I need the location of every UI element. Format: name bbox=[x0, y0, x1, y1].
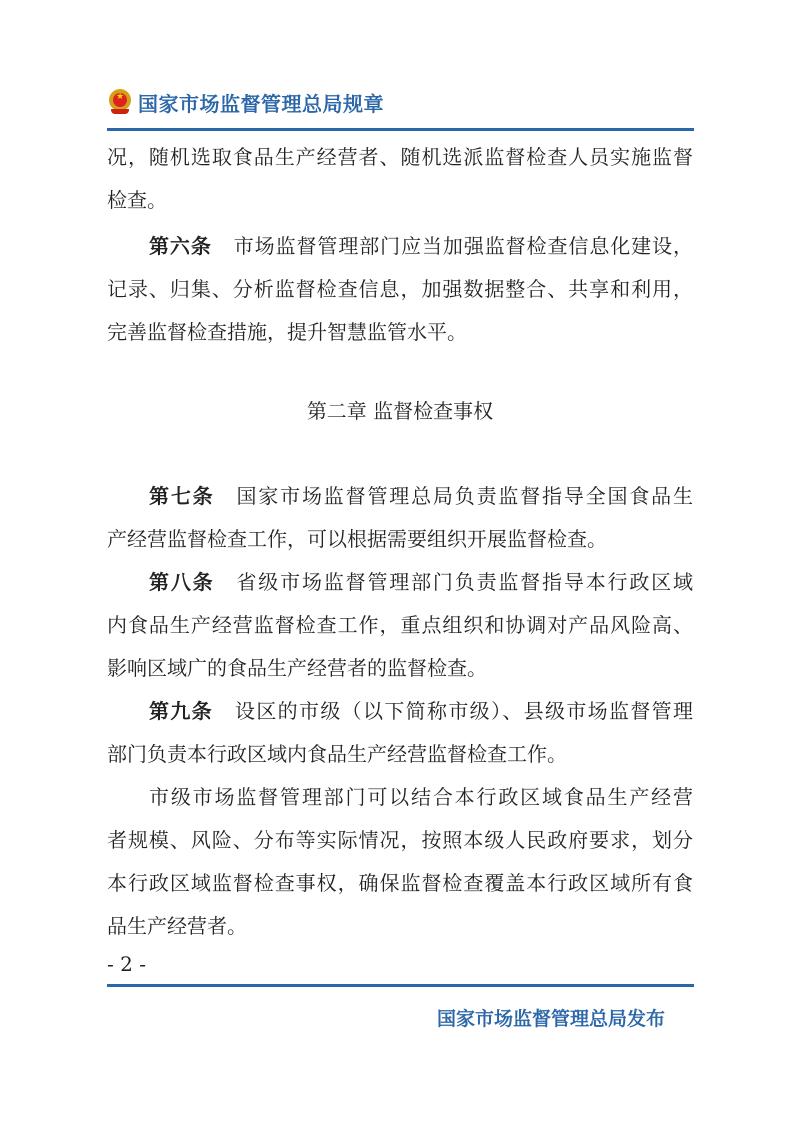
article-9-paragraph-2 bbox=[107, 776, 693, 948]
text-line: 省级市场监督管理部门负责监督指导本行政区域 bbox=[236, 570, 694, 594]
national-emblem-icon: ★ bbox=[108, 89, 132, 115]
article-label: 第六条 bbox=[149, 234, 212, 258]
text-line: 设区的市级（以下简称市级）、县级市场监督管理 bbox=[235, 699, 693, 723]
article-7 bbox=[107, 475, 693, 561]
document-header bbox=[108, 88, 384, 116]
footer-publisher: 国家市场监督管理总局发布 bbox=[436, 1008, 665, 1030]
text-line: 国家市场监督管理总局负责监督指导全国食品生 bbox=[236, 484, 694, 508]
chapter-heading: 第二章 监督检查事权 bbox=[306, 399, 494, 423]
article-label: 第八条 bbox=[149, 570, 215, 594]
page-number: - 2 - bbox=[107, 952, 146, 976]
text-line: 检查。 bbox=[107, 188, 167, 212]
header-divider bbox=[107, 128, 694, 131]
text-line: 内食品生产经营监督检查工作，重点组织和协调对产品风险高、 bbox=[107, 613, 693, 637]
text-line: 品生产经营者。 bbox=[107, 914, 247, 938]
text-line: 市场监督管理部门应当加强监督检查信息化建设， bbox=[233, 234, 693, 258]
text-line: 产经营监督检查工作，可以根据需要组织开展监督检查。 bbox=[107, 527, 607, 551]
text-line: 影响区域广的食品生产经营者的监督检查。 bbox=[107, 656, 487, 680]
text-line: 市级市场监督管理部门可以结合本行政区域食品生产经营 bbox=[149, 785, 693, 809]
text-line: 部门负责本行政区域内食品生产经营监督检查工作。 bbox=[107, 742, 567, 766]
article-6 bbox=[107, 225, 693, 354]
article-9 bbox=[107, 690, 693, 776]
article-label: 第九条 bbox=[149, 699, 213, 723]
text-line: 者规模、风险、分布等实际情况，按照本级人民政府要求，划分 bbox=[107, 828, 693, 852]
paragraph-continuation bbox=[107, 136, 693, 222]
text-line: 本行政区域监督检查事权，确保监督检查覆盖本行政区域所有食 bbox=[107, 871, 693, 895]
header-title: 国家市场监督管理总局规章 bbox=[138, 91, 384, 116]
footer-divider bbox=[107, 984, 694, 987]
text-line: 记录、归集、分析监督检查信息，加强数据整合、共享和利用， bbox=[107, 277, 693, 301]
text-line: 况，随机选取食品生产经营者、随机选派监督检查人员实施监督 bbox=[107, 145, 693, 169]
text-line: 完善监督检查措施，提升智慧监管水平。 bbox=[107, 320, 467, 344]
article-8 bbox=[107, 561, 693, 690]
article-label: 第七条 bbox=[149, 484, 215, 508]
